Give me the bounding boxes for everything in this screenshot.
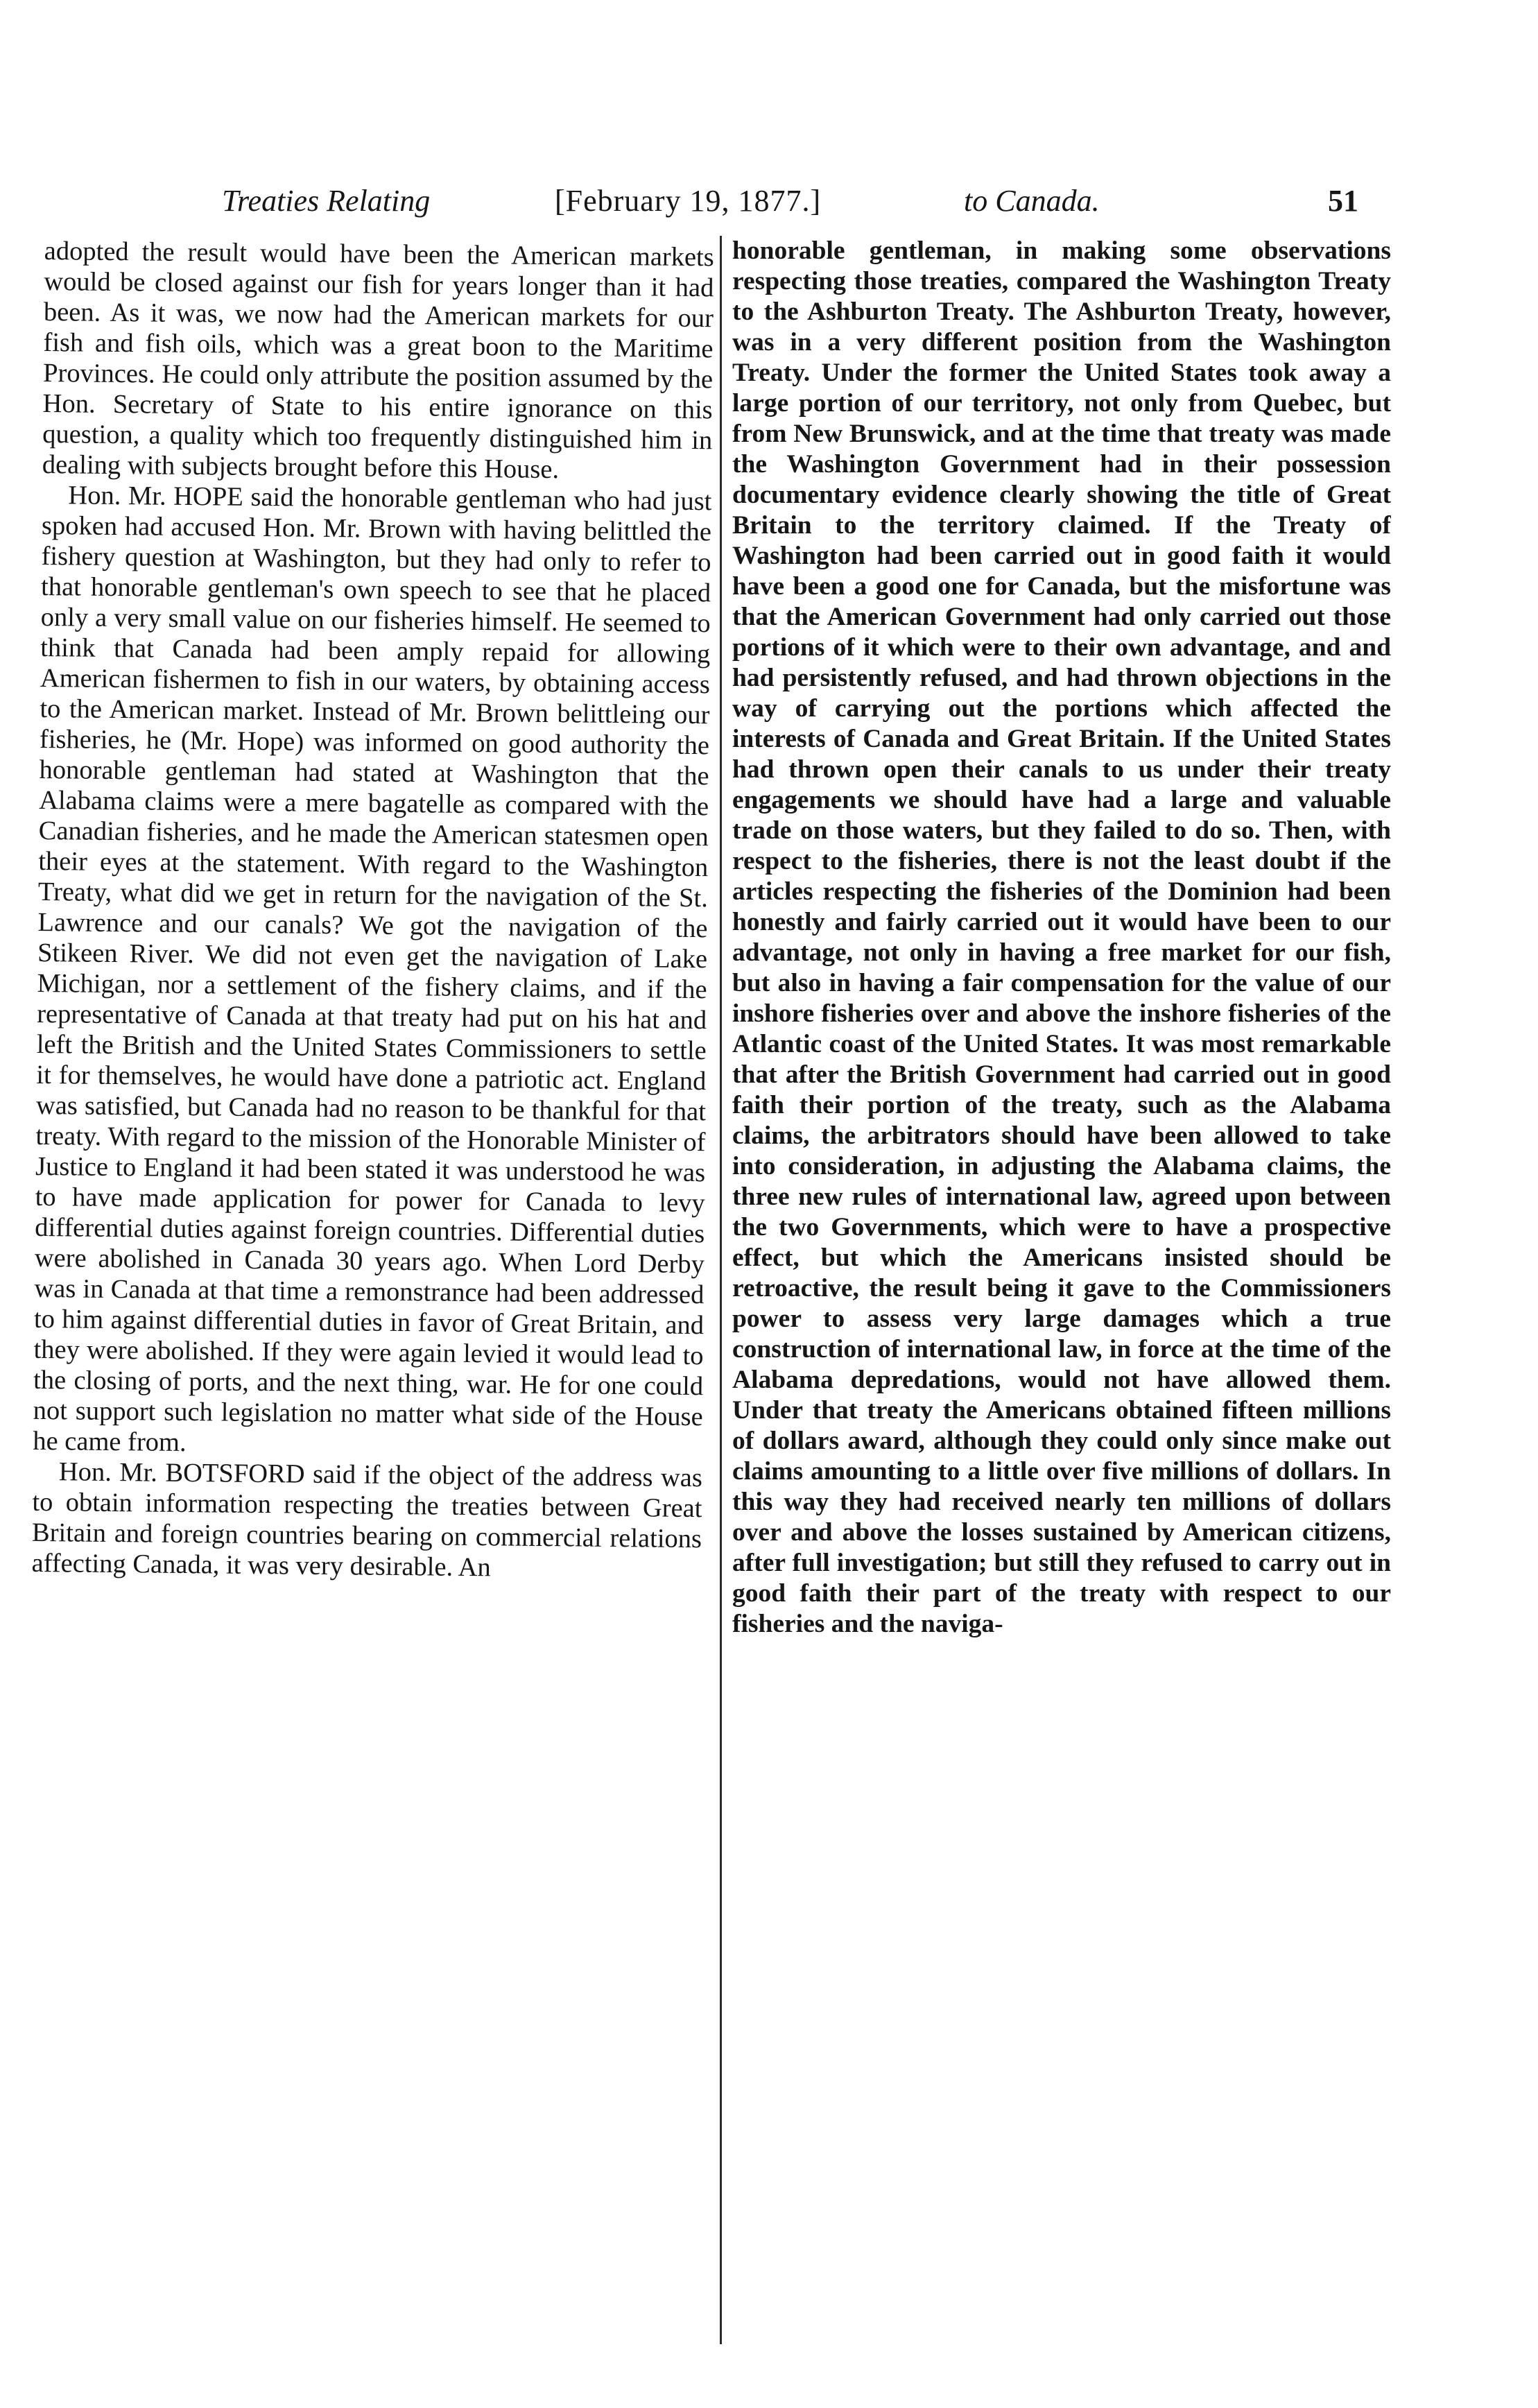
running-header: [208, 179, 1387, 223]
left-paragraph-3: Hon. Mr. BOTSFORD said if the object of the address was to obtain information respecting the treaties between Great Britain and foreign countries bearing on commercial relations affecting Canada, it was very desirable. An: [31, 1457, 703, 1583]
column-divider: [720, 236, 722, 2344]
left-paragraph-1: adopted the result would have been the American markets would be closed against our fish for years longer than it had been. As it was, we now had the American markets for our fish and fish oils, which was a great boon to the Maritime Provinces. He could only attribute the position assumed by the Hon. Secretary of State to his entire ignorance on this question, a quality which too frequently distinguished him in dealing with subjects brought before this House.: [42, 236, 714, 485]
header-left-title: Treaties Relating: [222, 184, 431, 218]
right-paragraph-1: honorable gentleman, in making some observations respecting those treaties, compared the Washington Treaty to the Ashburton Treaty. The Ashburton Treaty, however, was in a very different position from the Washington Treaty. Under the former the United States took away a large portion of our territory, not only from Quebec, but from New Brunswick, and at the time that treaty was made the Washington Government had in their possession documentary evidence clearly showing the title of Great Britain to the territory claimed. If the Treaty of Washington had been carried out in good faith it would have been a good one for Canada, but the misfortune was that the American Government had only carried out those portions of it which were to their own advantage, and and had persistently refused, and had thrown objections in the way of carrying out the portions which affected the interests of Canada and Great Britain. If the United States had thrown open their canals to us under their treaty engagements we should have had a large and valuable trade on those waters, but they failed to do so. Then, with respect to the fisheries, there is not the least doubt if the articles respecting the fisheries of the Dominion had been honestly and fairly carried out it would have been to our advantage, not only in having a free market for our fish, but also in having a fair compensation for the value of our inshore fisheries over and above the inshore fisheries of the Atlantic coast of the United States. It was most remarkable that after the British Government had carried out in good faith their portion of the treaty, such as the Alabama claims, the arbitrators should have been allowed to take into consideration, in adjusting the Alabama claims, the three new rules of international law, agreed upon between the two Governments, which were to have a prospective effect, but which the Americans insisted should be retroactive, the result being it gave to the Commissioners power to assess very large damages which a true construction of international law, in force at the time of the Alabama depredations, would not have allowed them. Under that treaty the Americans obtained fifteen millions of dollars award, although they could only since make out claims amounting to a little over five millions of dollars. In this way they had received nearly ten millions of dollars over and above the losses sustained by American citizens, after full investigation; but still they refused to carry out in good faith their part of the treaty with respect to our fisheries and the naviga-: [732, 237, 1391, 1638]
right-column: [732, 236, 1391, 2351]
page-number: 51: [1328, 184, 1358, 218]
left-paragraph-2: Hon. Mr. HOPE said the honorable gentleman who had just spoken had accused Hon. Mr. Brown with having belittled the fishery question at Washington, but they had only to refer to that honorable gentleman's own speech to see that he placed only a very small value on our fisheries himself. He seemed to think that Canada had been amply repaid for allowing American fishermen to fish in our waters, by obtaining access to the American market. Instead of Mr. Brown belittleing our fisheries, he (Mr. Hope) was informed on good authority the honorable gentleman had stated at Washington that the Alabama claims were a mere bagatelle as compared with the Canadian fisheries, and he made the American statesmen open their eyes at the statement. With regard to the Washington Treaty, what did we get in return for the navigation of the St. Lawrence and our canals? We got the navigation of the Stikeen River. We did not even get the navigation of Lake Michigan, nor a settlement of the fishery claims, and if the representative of Canada at that treaty had put on his hat and left the British and the United States Commissioners to settle it for themselves, he would have done a patriotic act. England was satisfied, but Canada had no reason to be thankful for that treaty. With regard to the mission of the Honorable Minister of Justice to England it had been stated it was understood he was to have made application for power for Canada to levy differential duties against foreign countries. Differential duties were abolished in Canada 30 years ago. When Lord Derby was in Canada at that time a remonstrance had been addressed to him against differential duties in favor of Great Britain, and they were abolished. If they were again levied it would lead to the closing of ports, and the next thing, war. He for one could not support such legislation no matter what side of the House he came from.: [33, 481, 712, 1458]
header-right-title: to Canada.: [964, 184, 1100, 218]
header-date: [February 19, 1877.]: [555, 184, 822, 218]
left-column: [24, 236, 714, 2357]
